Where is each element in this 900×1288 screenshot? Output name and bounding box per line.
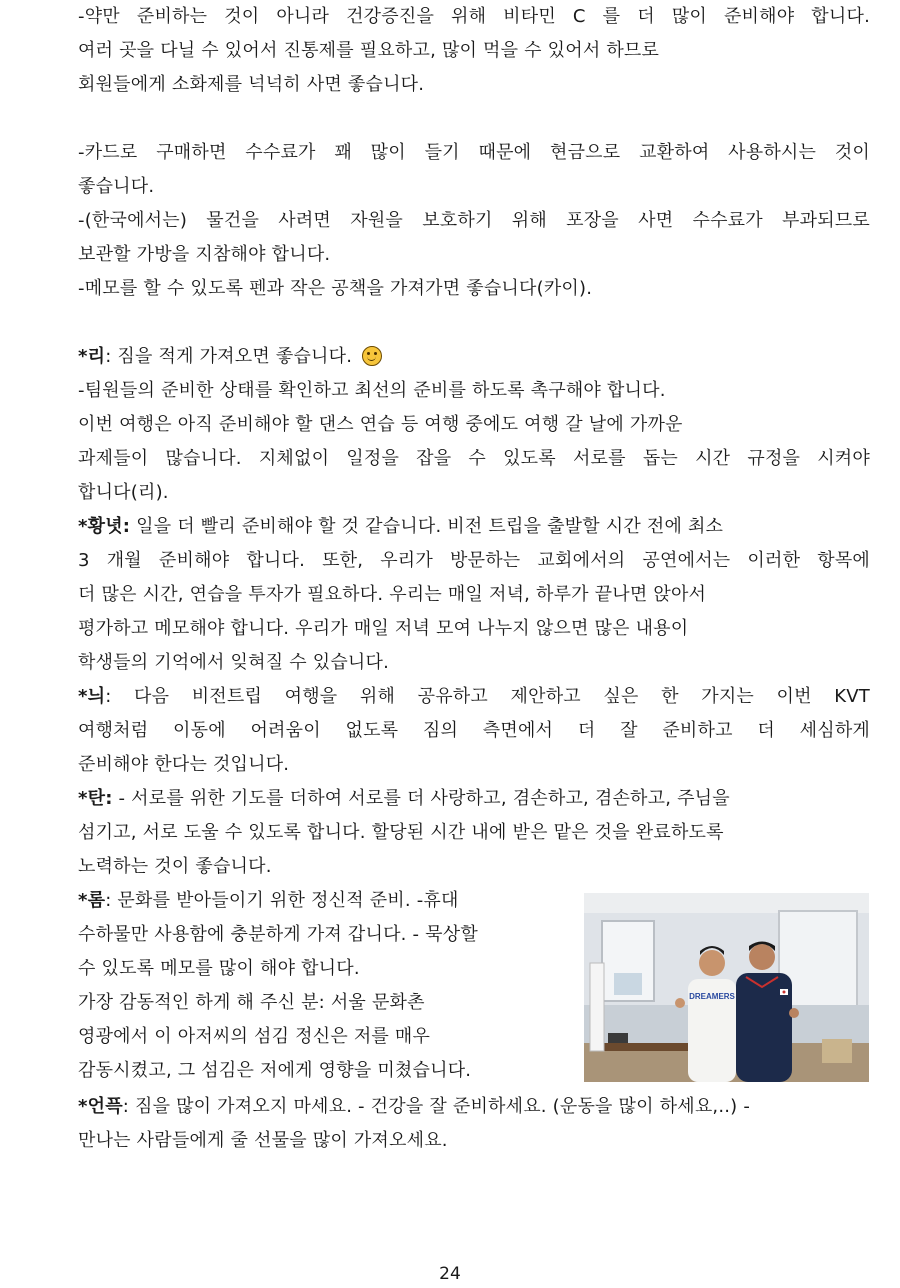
- text-line: 노력하는 것이 좋습니다.: [78, 856, 272, 877]
- text-line: 보관할 가방을 지참해야 합니다.: [78, 244, 331, 265]
- speaker-eonpeu-line: [78, 1096, 750, 1118]
- speaker-name: *탄:: [78, 788, 113, 809]
- text-line: 수 있도록 메모를 많이 해야 합니다.: [78, 958, 360, 979]
- text-line: 회원들에게 소화제를 넉넉히 사면 좋습니다.: [78, 74, 425, 95]
- text-line: 섬기고, 서로 도울 수 있도록 합니다. 할당된 시간 내에 받은 맡은 것을 완료하도록: [78, 822, 724, 843]
- speaker-text: : 다음 비전트립 여행을 위해 공유하고 제안하고 싶은 한 가지는 이번 KVT: [105, 686, 870, 707]
- speaker-name: *리: [78, 346, 106, 367]
- text-line: 합니다(리).: [78, 482, 169, 503]
- speaker-name: *언픅: [78, 1096, 123, 1117]
- smiley-icon: [362, 346, 382, 366]
- text-line: 평가하고 메모해야 합니다. 우리가 매일 저녁 모여 나누지 않으면 많은 내용이: [78, 618, 689, 639]
- speaker-text: 일을 더 빨리 준비해야 할 것 같습니다. 비전 트립을 출발할 시간 전에 최소: [130, 516, 724, 537]
- speaker-nui-line: [78, 686, 870, 708]
- text-line: 수하물만 사용함에 충분하게 가져 갑니다. - 묵상할: [78, 924, 478, 945]
- text-line: -(한국에서는) 물건을 사려면 자원을 보호하기 위해 포장을 사면 수수료가 부과되므로: [78, 210, 870, 231]
- speaker-ri-line: [78, 346, 382, 368]
- speaker-text: - 서로를 위한 기도를 더하여 서로를 더 사랑하고, 겸손하고, 겸손하고, 주님을: [112, 788, 730, 809]
- speaker-tan-line: [78, 788, 730, 810]
- speaker-hwangnyeot-line: [78, 516, 723, 538]
- text-line: 여행처럼 이동에 어려움이 없도록 짐의 측면에서 더 잘 준비하고 더 세심하게: [78, 720, 870, 741]
- text-line: 더 많은 시간, 연습을 투자가 필요하다. 우리는 매일 저녁, 하루가 끝나면 앉아서: [78, 584, 707, 605]
- text-line: 좋습니다.: [78, 176, 155, 197]
- text-line: 만나는 사람들에게 줄 선물을 많이 가져오세요.: [78, 1130, 448, 1151]
- text-line: 과제들이 많습니다. 지체없이 일정을 잡을 수 있도록 서로를 돕는 시간 규정을 시켜야: [78, 448, 870, 469]
- page-number: 24: [439, 1264, 461, 1284]
- shirt-text: DREAMERS: [689, 992, 735, 1001]
- speaker-text: : 짐을 적게 가져오면 좋습니다.: [105, 346, 353, 367]
- text-line: 이번 여행은 아직 준비해야 할 댄스 연습 등 여행 중에도 여행 갈 날에 가까운: [78, 414, 683, 435]
- group-photo: [584, 893, 869, 1082]
- text-line: 감동시켰고, 그 섬김은 저에게 영향을 미쳤습니다.: [78, 1060, 472, 1081]
- text-line: 영광에서 이 아저씨의 섬김 정신은 저를 매우: [78, 1026, 431, 1047]
- speaker-name: *롬: [78, 890, 106, 911]
- speaker-text: : 문화를 받아들이기 위한 정신적 준비. -휴대: [105, 890, 459, 911]
- text-line: 학생들의 기억에서 잊혀질 수 있습니다.: [78, 652, 390, 673]
- speaker-name: *늬: [78, 686, 106, 707]
- speaker-rom-line: [78, 890, 459, 912]
- text-line: -팀원들의 준비한 상태를 확인하고 최선의 준비를 하도록 촉구해야 합니다.: [78, 380, 666, 401]
- speaker-name: *황녓:: [78, 516, 131, 537]
- text-line: -메모를 할 수 있도록 펜과 작은 공책을 가져가면 좋습니다(카이).: [78, 278, 593, 299]
- text-line: -카드로 구매하면 수수료가 꽤 많이 들기 때문에 현금으로 교환하여 사용하시는 것이: [78, 142, 870, 163]
- text-line: 준비해야 한다는 것입니다.: [78, 754, 290, 775]
- text-line: 가장 감동적인 하게 해 주신 분: 서울 문화촌: [78, 992, 425, 1013]
- text-line: -약만 준비하는 것이 아니라 건강증진을 위해 비타민 C 를 더 많이 준비해야 합니다.: [78, 6, 870, 27]
- text-line: 여러 곳을 다닐 수 있어서 진통제를 필요하고, 많이 먹을 수 있어서 하므로: [78, 40, 660, 61]
- speaker-text: : 짐을 많이 가져오지 마세요. - 건강을 잘 준비하세요. (운동을 많이 하세요,..) -: [122, 1096, 751, 1117]
- text-line: 3 개월 준비해야 합니다. 또한, 우리가 방문하는 교회에서의 공연에서는 이러한 항목에: [78, 550, 870, 571]
